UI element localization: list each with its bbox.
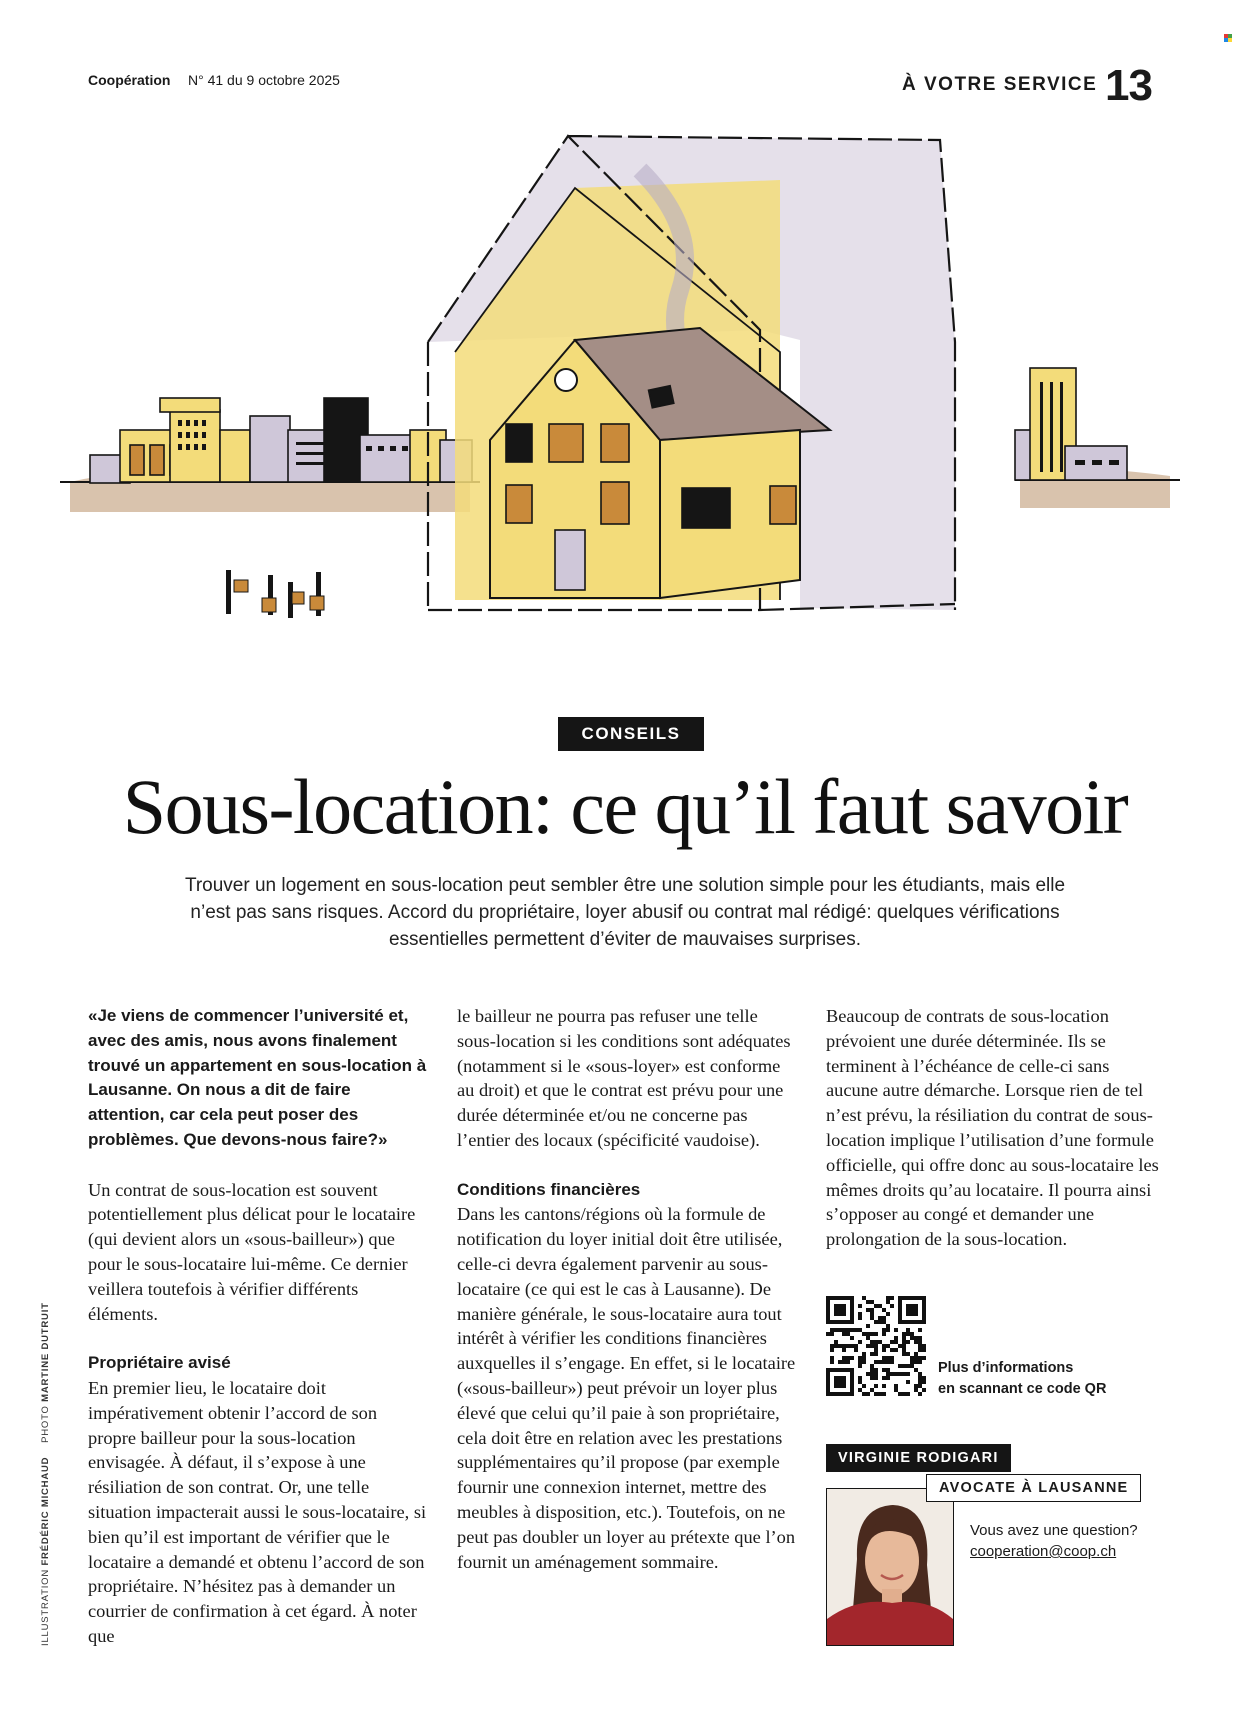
contact-prompt: Vous avez une question? [970, 1522, 1138, 1539]
paragraph: Dans les cantons/régions où la formule de notification du loyer initial doit être utilisée, celle-ci devra également parvenir au sous-locataire (ce qui est le cas à Lausanne). De manière générale, le sous-locataire aura tout intérêt à vérifier les conditions financières auxquelles il s’engage. En effet, si le locataire («sous-bailleur») peut prévoir un loyer plus élevé que celui qu’il paie à son propriétaire, cela doit être en relation avec les prestations supplémentaires qu’il propose (par exemple fournir une connexion internet, mettre des meubles à disposition, etc.). Toutefois, on ne peut pas doubler un loyer au prétexte que l’on fournit un aménagement sommaire. [457, 1204, 796, 1572]
paragraph: Beaucoup de contrats de sous-location prévoient une durée déterminée. Ils se terminent à l’échéance de celle-ci sans aucune autre démarche. Lorsque rien de tel n’est prévu, la résiliation du contrat de sous-location implique l’utilisation d’une formule officielle, qui offre donc au sous-locataire les mêmes droits qu’au locataire. Il pourra ainsi s’opposer au congé et demander une prolongation de la sous-location. [826, 1006, 1159, 1250]
qr-code[interactable] [826, 1296, 926, 1396]
issue-date: N° 41 du 9 octobre 2025 [188, 72, 340, 88]
subheading: Conditions financières [457, 1179, 641, 1199]
author-name: VIRGINIE RODIGARI [826, 1444, 1011, 1472]
credit-name: MARTINE DUTRUIT [40, 1302, 51, 1402]
article-lead: Trouver un logement en sous-location peut sembler être une solution simple pour les étudiants, mais elle n’est pas sans risques. Accord du propriétaire, loyer abusif ou contrat mal rédigé: quelques vérifications essentielles permettent d’éviter de mauvaises surprises. [184, 875, 1066, 950]
paragraph: Un contrat de sous-location est souvent potentiellement plus délicat pour le locataire (qui devient alors un «sous-bailleur») que pour le sous-locataire lui-même. Ce dernier veillera toutefois à vérifier différents éléments. [88, 1179, 416, 1324]
contact-email-link[interactable]: cooperation@coop.ch [970, 1543, 1117, 1560]
publication-name: Coopération [88, 72, 171, 88]
credit-label: ILLUSTRATION [40, 1569, 51, 1646]
author-role: AVOCATE À LAUSANNE [926, 1474, 1141, 1502]
qr-caption-line: Plus d’informations [938, 1360, 1074, 1376]
qr-caption [938, 1358, 1106, 1400]
house-illustration [60, 130, 1190, 690]
subheading: Propriétaire avisé [88, 1353, 231, 1373]
article-headline: Sous-location: ce qu’il faut savoir [122, 763, 1128, 850]
article-column-1 [88, 1004, 428, 1649]
photo-credits [40, 1302, 51, 1646]
kicker-badge: CONSEILS [558, 717, 704, 751]
page-number: 13 [1105, 61, 1152, 110]
paragraph: En premier lieu, le locataire doit impérativement obtenir l’accord de son propre bailleur pour la sous-location envisagée. À défaut, il s’expose à une résiliation de son contrat. Or, une telle situation impacterait aussi le sous-locataire, si bien qu’il est important de vérifier que le locataire a demandé et obtenu l’accord de son propriétaire. N’hésitez pas à demander un courrier de confirmation à cet égard. À noter que [88, 1377, 427, 1646]
section-title: À VOTRE SERVICE [902, 74, 1098, 95]
color-registration-mark [1224, 34, 1232, 42]
paragraph: le bailleur ne pourra pas refuser une telle sous-location si les conditions sont adéquates (notamment si le «sous-loyer» est conforme au droit) et que le contrat est prévu pour une durée déterminée et/ou ne concerne pas l’entier des locaux (spécificité vaudoise). [457, 1006, 791, 1150]
qr-caption-line: en scannant ce code QR [938, 1381, 1107, 1397]
author-portrait [826, 1488, 954, 1646]
credit-name: FRÉDÉRIC MICHAUD [40, 1456, 51, 1566]
article-column-2 [457, 1004, 797, 1574]
reader-question: «Je viens de commencer l’université et, avec des amis, nous avons finalement trouvé un appartement en sous-location à Lausanne. On nous a dit de faire attention, car cela peut poser des problèmes. Que devons-nous faire?» [88, 1006, 427, 1149]
article-column-3 [826, 1004, 1166, 1252]
credit-label: PHOTO [40, 1405, 51, 1443]
